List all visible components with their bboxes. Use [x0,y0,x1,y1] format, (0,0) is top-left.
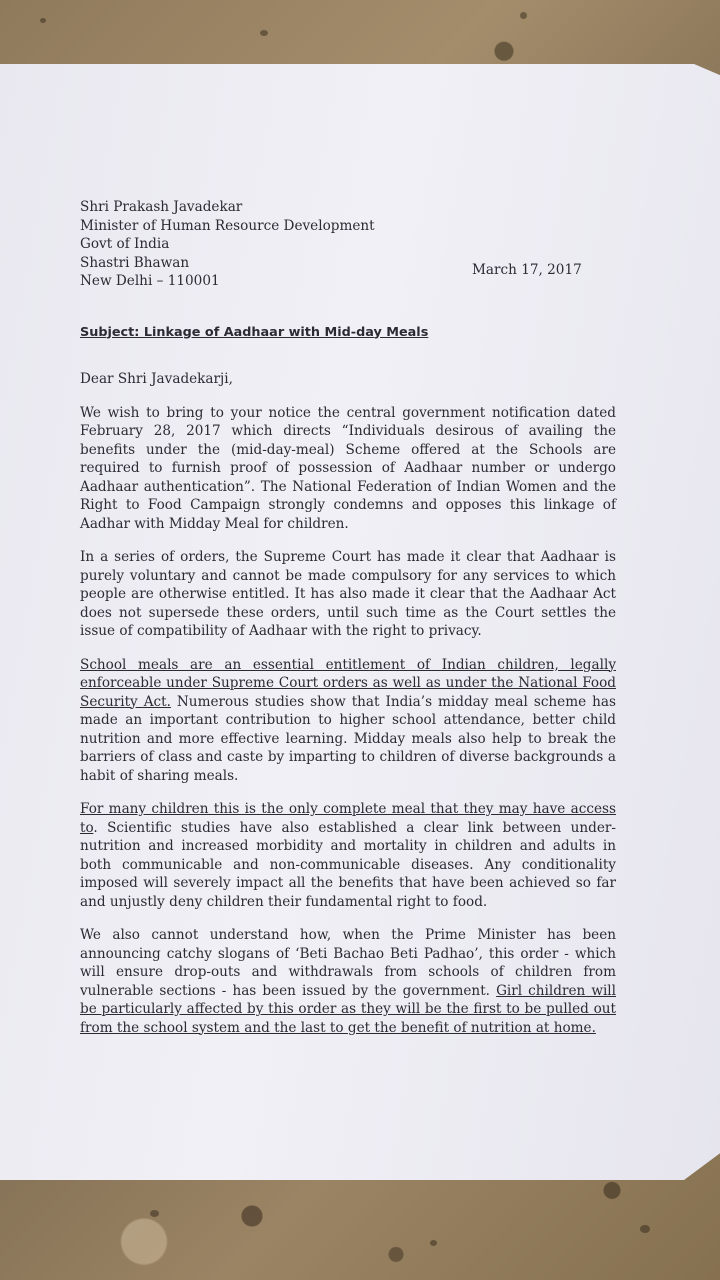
ground-speck [260,30,268,36]
letter-date: March 17, 2017 [472,262,582,278]
recipient-org: Govt of India [80,236,170,252]
recipient-name: Shri Prakash Javadekar [80,199,243,215]
paragraph-school-meals [80,656,616,786]
subject-line: Subject: Linkage of Aadhaar with Mid-day Meals [80,324,429,340]
ground-speck [40,18,46,23]
recipient-address [80,198,616,291]
ground-speck [520,12,527,19]
recipient-title: Minister of Human Resource Development [80,217,375,234]
letter-body [80,198,616,1037]
underlined-text: Girl children will be particularly affected by this order as they will be the first to be pulled out from the school system and the last to get the benefit of nutrition at home. [80,982,617,1036]
salutation: Dear Shri Javadekarji, [80,371,233,387]
paragraph-girl-children [80,926,616,1037]
ground-speck [640,1225,650,1233]
paragraph-text: . Scientific studies have also established a clear link between under-nutrition and increased morbidity and mortality in children and adults in both communicable and non-communicable diseases. Any conditionality imposed will severely impact all the benefits that have been achieved so far and unjustly deny children their fundamental right to food. [80,819,616,910]
ground-speck [150,1210,159,1217]
ground-speck [430,1240,437,1246]
paragraph-text: We also cannot understand how, when the Prime Minister has been announcing catchy slogans of ‘Beti Bachao Beti Padhao’, this order - which will ensure drop-outs and withdrawals from schools of children from vulnerable sections - has been issued by the government. [80,927,616,999]
underlined-text: For many children this is the only complete meal that they may have access to [80,801,616,836]
paragraph-only-meal [80,800,616,911]
paragraph-text: Numerous studies show that India’s midday meal scheme has made an important contribution to higher school attendance, better child nutrition and more effective learning. Midday meals also help to break the barriers of class and caste by imparting to children of diverse backgrounds a habit of sharing meals. [80,693,616,784]
underlined-text: School meals are an essential entitlement of Indian children, legally enforceable under Supreme Court orders as well as under the National Food Security Act. [80,656,616,710]
paragraph-notification: We wish to bring to your notice the central government notification dated February 28, 2017 which directs “Individuals desirous of availing the benefits under the (mid-day-meal) Scheme offered at the Schools are required to furnish proof of possession of Aadhaar number or undergo Aadhaar authentication”. The National Federation of Indian Women and the Right to Food Campaign strongly condemns and opposes this linkage of Aadhar with Midday Meal for children. [80,404,616,532]
recipient-city: New Delhi – 110001 [80,273,220,289]
recipient-building: Shastri Bhawan [80,254,190,271]
paragraph-supreme-court: In a series of orders, the Supreme Court has made it clear that Aadhaar is purely voluntary and cannot be made compulsory for any services to which people are otherwise entitled. It has also made it clear that the Aadhaar Act does not supersede these orders, until such time as the Court settles the issue of compatibility of Aadhaar with the right to privacy. [80,549,616,639]
